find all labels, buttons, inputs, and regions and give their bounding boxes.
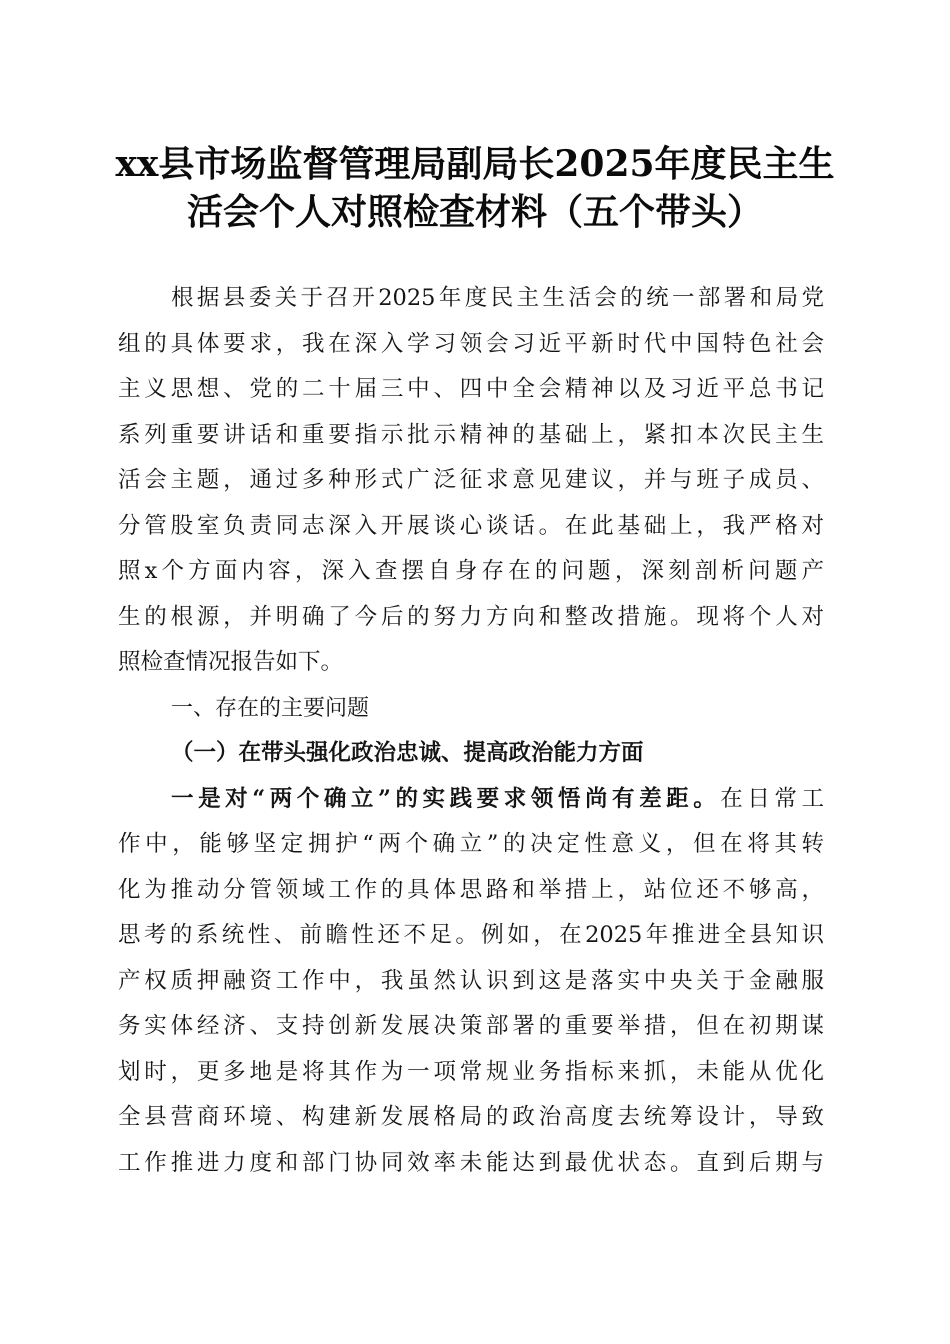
intro-line: 系列重要讲话和重要指示批示精神的基础上，紧扣本次民主生 xyxy=(118,421,824,448)
intro-line: 照检查情况报告如下。 xyxy=(118,649,344,675)
point-line: 化为推动分管领域工作的具体思路和举措上，站位还不够高， xyxy=(118,876,824,903)
intro-line: 根据县委关于召开2025年度民主生活会的统一部署和局党 xyxy=(171,285,824,311)
point-line: 工作推进力度和部门协同效率未能达到最优状态。直到后期与 xyxy=(118,1149,824,1176)
document-title xyxy=(110,140,840,236)
point-line: 划时，更多地是将其作为一项常规业务指标来抓，未能从优化 xyxy=(118,1058,824,1085)
point-line: 务实体经济、支持创新发展决策部署的重要举措，但在初期谋 xyxy=(118,1013,824,1039)
point-line-first xyxy=(118,777,824,823)
intro-line: 主义思想、党的二十届三中、四中全会精神以及习近平总书记 xyxy=(118,376,824,402)
point-lead-rest: 在日常工 xyxy=(720,785,824,812)
document-body xyxy=(118,276,824,1186)
intro-line: 生的根源，并明确了今后的努力方向和整改措施。现将个人对 xyxy=(118,603,824,630)
title-line-1: xx县市场监督管理局副局长2025年度民主生 xyxy=(115,143,835,185)
point-line: 思考的系统性、前瞻性还不足。例如，在2025年推进全县知识 xyxy=(118,922,824,948)
intro-line: 组的具体要求，我在深入学习领会习近平新时代中国特色社会 xyxy=(118,330,824,357)
section-heading: 一、存在的主要问题 xyxy=(171,695,370,721)
point-lead: 一是对“两个确立”的实践要求领悟尚有差距。 xyxy=(171,785,721,812)
intro-line: 分管股室负责同志深入开展谈心谈话。在此基础上，我严格对 xyxy=(118,512,824,539)
subsection-heading: （一）在带头强化政治忠诚、提高政治能力方面 xyxy=(171,740,644,766)
intro-line: 照x个方面内容，深入查摆自身存在的问题，深刻剖析问题产 xyxy=(118,558,824,584)
title-line-2: 活会个人对照检查材料（五个带头） xyxy=(186,191,763,233)
point-line: 作中，能够坚定拥护“两个确立”的决定性意义，但在将其转 xyxy=(118,831,824,857)
point-line: 全县营商环境、构建新发展格局的政治高度去统筹设计，导致 xyxy=(118,1104,824,1130)
point-line: 产权质押融资工作中，我虽然认识到这是落实中央关于金融服 xyxy=(118,967,824,994)
intro-line: 活会主题，通过多种形式广泛征求意见建议，并与班子成员、 xyxy=(118,467,824,493)
